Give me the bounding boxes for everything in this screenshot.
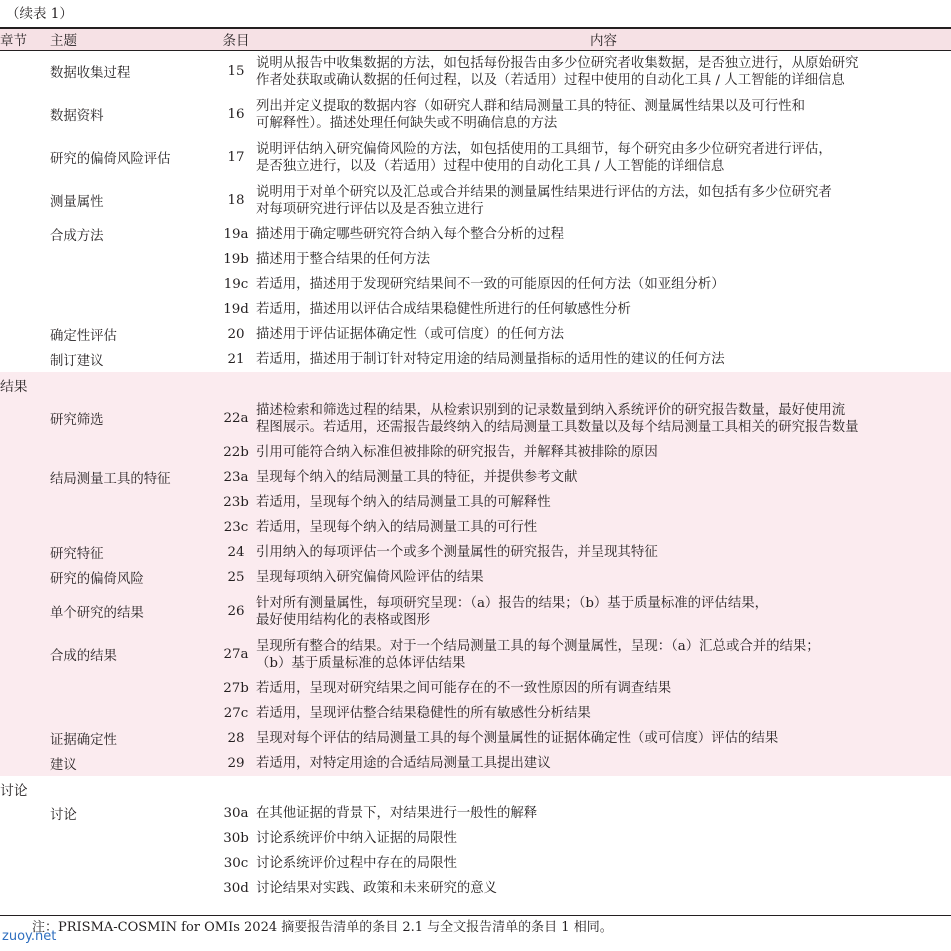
table-row	[0, 801, 951, 826]
content-line: 呈现每个纳入的结局测量工具的特征，并提供参考文献	[256, 470, 578, 485]
chapter-cell	[0, 465, 50, 490]
table-row	[0, 633, 951, 676]
topic-cell: 研究的偏倚风险评估	[50, 152, 171, 167]
chapter-cell	[0, 440, 50, 465]
topic-cell: 证据确定性	[50, 733, 117, 748]
content-cell	[256, 565, 951, 590]
table-row	[0, 297, 951, 322]
site-watermark: zuoy.net	[2, 929, 57, 944]
table-row	[0, 465, 951, 490]
table-row	[0, 272, 951, 297]
chapter-cell	[0, 751, 50, 776]
topic-cell	[50, 440, 216, 465]
table-row	[0, 93, 951, 136]
content-line: 说明评估纳入研究偏倚风险的方法，如包括使用的工具细节，每个研究由多少位研究者进行评估，	[256, 141, 832, 157]
checklist-table	[0, 29, 951, 901]
topic-cell: 研究特征	[50, 547, 104, 562]
chapter-cell	[0, 515, 50, 540]
chapter-cell	[0, 247, 50, 272]
table-row	[0, 322, 951, 347]
item-number-cell: 19c	[223, 277, 249, 292]
topic-cell	[50, 701, 216, 726]
content-line: 说明用于对单个研究以及汇总或合并结果的测量属性结果进行评估的方法，如包括有多少位研究者	[256, 184, 832, 200]
content-line: 若适用，呈现评估整合结果稳健性的所有敏感性分析结果	[256, 706, 591, 721]
topic-cell	[50, 826, 216, 851]
content-cell	[256, 801, 951, 826]
content-line: 呈现对每个评估的结局测量工具的每个测量属性的证据体确定性（或可信度）评估的结果	[256, 731, 779, 746]
item-number-cell: 19b	[223, 252, 249, 267]
item-number-cell: 28	[227, 731, 245, 746]
table-row	[0, 397, 951, 440]
topic-cell: 数据资料	[50, 109, 104, 124]
content-line: 呈现每项纳入研究偏倚风险评估的结果	[256, 570, 484, 585]
chapter-cell	[0, 490, 50, 515]
chapter-cell	[0, 50, 50, 93]
content-cell	[256, 590, 951, 633]
bottom-rule	[0, 915, 951, 916]
content-line: （b）基于质量标准的总体评估结果	[256, 655, 466, 671]
topic-cell: 研究的偏倚风险	[50, 572, 144, 587]
table-row	[0, 851, 951, 876]
header-topic: 主题	[50, 29, 216, 50]
content-line: 描述用于评估证据体确定性（或可信度）的任何方法	[256, 327, 564, 342]
content-line: 是否独立进行，以及（若适用）过程中使用的自动化工具 / 人工智能的详细信息	[256, 158, 725, 174]
topic-cell: 结局测量工具的特征	[50, 472, 171, 487]
content-line: 若适用，对特定用途的合适结局测量工具提出建议	[256, 756, 551, 771]
item-number-cell: 30c	[223, 856, 249, 871]
content-line: 说明从报告中收集数据的方法，如包括每份报告由多少位研究者收集数据，是否独立进行，从原始研究	[256, 55, 859, 71]
item-number-cell: 24	[227, 545, 245, 560]
topic-cell	[50, 851, 216, 876]
chapter-cell	[0, 93, 50, 136]
item-number-cell: 30a	[223, 806, 249, 821]
table-row	[0, 540, 951, 565]
chapter-cell	[0, 801, 50, 826]
topic-cell	[50, 297, 216, 322]
topic-cell	[50, 876, 216, 901]
table-row	[0, 136, 951, 179]
chapter-cell	[0, 297, 50, 322]
topic-cell: 单个研究的结果	[50, 606, 144, 621]
table-body	[0, 50, 951, 901]
item-number-cell: 27c	[223, 706, 249, 721]
content-cell	[256, 465, 951, 490]
topic-cell: 合成的结果	[50, 649, 117, 664]
item-number-cell: 30b	[223, 831, 249, 846]
chapter-cell	[0, 590, 50, 633]
content-cell	[256, 272, 951, 297]
content-cell	[256, 751, 951, 776]
topic-cell: 合成方法	[50, 229, 104, 244]
topic-cell: 确定性评估	[50, 329, 117, 344]
chapter-cell	[0, 322, 50, 347]
content-cell	[256, 726, 951, 751]
content-line: 若适用，呈现对研究结果之间可能存在的不一致性原因的所有调查结果	[256, 681, 672, 696]
section-row	[0, 372, 951, 397]
item-number-cell: 19a	[223, 227, 249, 242]
chapter-cell	[0, 851, 50, 876]
item-number-cell: 20	[227, 327, 245, 342]
topic-cell	[50, 272, 216, 297]
content-line: 若适用，描述用于发现研究结果间不一致的可能原因的任何方法（如亚组分析）	[256, 277, 725, 292]
content-line: 呈现所有整合的结果。对于一个结局测量工具的每个测量属性，呈现：（a）汇总或合并的结果；	[256, 638, 820, 654]
content-cell	[256, 347, 951, 372]
section-title: 讨论	[0, 782, 28, 799]
item-number-cell: 29	[227, 756, 245, 771]
content-line: 列出并定义提取的数据内容（如研究人群和结局测量工具的特征、测量属性结果以及可行性和	[256, 98, 806, 114]
content-cell	[256, 515, 951, 540]
content-cell	[256, 701, 951, 726]
content-line: 作者处获取或确认数据的任何过程，以及（若适用）过程中使用的自动化工具 / 人工智能的详细信息	[256, 72, 845, 88]
content-line: 若适用，描述用以评估合成结果稳健性所进行的任何敏感性分析	[256, 302, 631, 317]
content-line: 描述检索和筛选过程的结果，从检索识别到的记录数量到纳入系统评价的研究报告数量，最好使用流	[256, 402, 846, 418]
content-cell	[256, 676, 951, 701]
chapter-cell	[0, 397, 50, 440]
chapter-cell	[0, 633, 50, 676]
content-cell	[256, 397, 951, 440]
item-number-cell: 26	[227, 604, 245, 619]
content-line: 讨论系统评价过程中存在的局限性	[256, 856, 457, 871]
item-number-cell: 27a	[223, 647, 249, 662]
table-continuation-caption: （续表 1）	[6, 6, 73, 22]
content-cell	[256, 322, 951, 347]
content-cell	[256, 297, 951, 322]
content-line: 针对所有测量属性，每项研究呈现：（a）报告的结果；（b）基于质量标准的评估结果，	[256, 595, 768, 611]
content-line: 可解释性）。描述处理任何缺失或不明确信息的方法	[256, 115, 558, 131]
table-row	[0, 490, 951, 515]
topic-cell: 测量属性	[50, 195, 104, 210]
table-row	[0, 347, 951, 372]
topic-cell: 讨论	[50, 808, 77, 823]
chapter-cell	[0, 726, 50, 751]
table-note: 注：PRISMA-COSMIN for OMIs 2024 摘要报告清单的条目 2.1 与全文报告清单的条目 1 相同。	[32, 920, 613, 935]
table-row	[0, 565, 951, 590]
content-cell	[256, 222, 951, 247]
chapter-cell	[0, 347, 50, 372]
item-number-cell: 17	[227, 150, 245, 165]
content-line: 在其他证据的背景下，对结果进行一般性的解释	[256, 806, 538, 821]
content-cell	[256, 540, 951, 565]
topic-cell	[50, 676, 216, 701]
topic-cell	[50, 490, 216, 515]
table-row	[0, 876, 951, 901]
header-chapter: 章节	[0, 29, 50, 50]
content-cell	[256, 851, 951, 876]
chapter-cell	[0, 701, 50, 726]
content-line: 引用纳入的每项评估一个或多个测量属性的研究报告，并呈现其特征	[256, 545, 658, 560]
chapter-cell	[0, 540, 50, 565]
item-number-cell: 23b	[223, 495, 249, 510]
content-cell	[256, 179, 951, 222]
content-line: 引用可能符合纳入标准但被排除的研究报告，并解释其被排除的原因	[256, 445, 658, 460]
chapter-cell	[0, 876, 50, 901]
section-row	[0, 776, 951, 801]
topic-cell: 建议	[50, 758, 77, 773]
table-row	[0, 515, 951, 540]
table-row	[0, 701, 951, 726]
table-header-row	[0, 29, 951, 50]
table-row	[0, 179, 951, 222]
item-number-cell: 21	[227, 352, 245, 367]
topic-cell: 制订建议	[50, 354, 104, 369]
content-line: 讨论系统评价中纳入证据的局限性	[256, 831, 457, 846]
table-row	[0, 826, 951, 851]
content-cell	[256, 50, 951, 93]
content-cell	[256, 93, 951, 136]
topic-cell	[50, 247, 216, 272]
table-row	[0, 590, 951, 633]
chapter-cell	[0, 676, 50, 701]
item-number-cell: 23a	[223, 470, 249, 485]
item-number-cell: 19d	[223, 302, 249, 317]
content-cell	[256, 633, 951, 676]
topic-cell	[50, 515, 216, 540]
item-number-cell: 15	[227, 64, 245, 80]
chapter-cell	[0, 565, 50, 590]
content-cell	[256, 247, 951, 272]
content-line: 若适用，描述用于制订针对特定用途的结局测量指标的适用性的建议的任何方法	[256, 352, 725, 367]
item-number-cell: 18	[227, 193, 245, 208]
content-line: 描述用于确定哪些研究符合纳入每个整合分析的过程	[256, 227, 564, 242]
content-line: 最好使用结构化的表格或图形	[256, 612, 431, 628]
chapter-cell	[0, 222, 50, 247]
content-cell	[256, 440, 951, 465]
content-line: 对每项研究进行评估以及是否独立进行	[256, 201, 484, 217]
content-cell	[256, 136, 951, 179]
header-content: 内容	[256, 29, 951, 50]
item-number-cell: 27b	[223, 681, 249, 696]
content-line: 讨论结果对实践、政策和未来研究的意义	[256, 881, 498, 896]
item-number-cell: 16	[227, 107, 245, 122]
content-line: 若适用，呈现每个纳入的结局测量工具的可行性	[256, 520, 538, 535]
item-number-cell: 30d	[223, 881, 249, 896]
table-row	[0, 726, 951, 751]
content-cell	[256, 490, 951, 515]
item-number-cell: 23c	[223, 520, 249, 535]
content-line: 描述用于整合结果的任何方法	[256, 252, 431, 267]
chapter-cell	[0, 826, 50, 851]
content-line: 程图展示。若适用，还需报告最终纳入的结局测量工具数量以及每个结局测量工具相关的研究报告数量	[256, 419, 859, 435]
content-line: 若适用，呈现每个纳入的结局测量工具的可解释性	[256, 495, 551, 510]
section-title: 结果	[0, 378, 28, 395]
table-row	[0, 222, 951, 247]
topic-cell: 数据收集过程	[50, 66, 131, 82]
item-number-cell: 22b	[223, 445, 249, 460]
table-row	[0, 440, 951, 465]
table-row	[0, 751, 951, 776]
table-row	[0, 247, 951, 272]
content-cell	[256, 876, 951, 901]
header-item: 条目	[216, 29, 256, 50]
table-row	[0, 50, 951, 93]
chapter-cell	[0, 136, 50, 179]
topic-cell: 研究筛选	[50, 413, 104, 428]
chapter-cell	[0, 179, 50, 222]
item-number-cell: 22a	[223, 411, 249, 426]
content-cell	[256, 826, 951, 851]
table-row	[0, 676, 951, 701]
item-number-cell: 25	[227, 570, 245, 585]
chapter-cell	[0, 272, 50, 297]
